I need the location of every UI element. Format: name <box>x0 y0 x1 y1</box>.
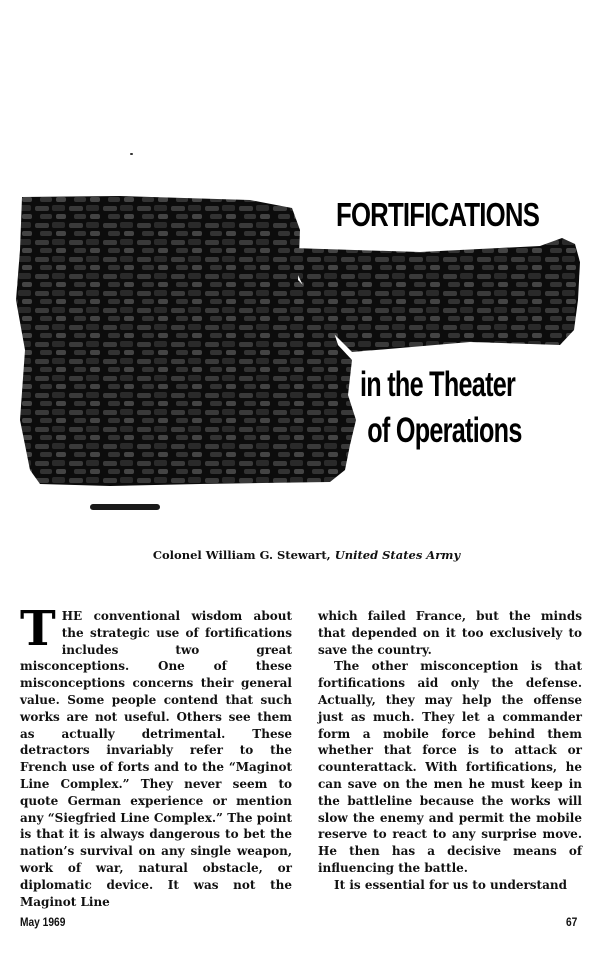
footer-issue-date: May 1969 <box>20 915 66 929</box>
paragraph: The other misconception is that fortifications aid only the defense. Actually, they may help the offense just as much. They let a commander form a mobile force behind them whether that force is to attack or counterattack. With fortifications, he can save on the men he must keep in the battleline because the works will slow the enemy and permit the mobile reserve to react to any surprise move. He then has a decisive means of influencing the battle. <box>318 659 582 875</box>
byline <box>0 548 613 562</box>
subtitle-line-2: of Operations <box>367 411 522 450</box>
wall-ground-shadow <box>90 504 160 510</box>
drop-cap: T <box>20 601 56 657</box>
body-column-right <box>318 608 582 894</box>
article-subtitle <box>360 362 522 454</box>
article-title: FORTIFICATIONS <box>336 196 540 233</box>
paragraph: It is essential for us to understand <box>334 877 567 892</box>
paragraph: HE conventional wisdom about the strategic use of fortifications includes two great misconceptions. One of these misconceptions concerns their general value. Some people contend that such works are not useful. Others see them as actually detrimental. These detractors invariably refer to the French use of forts and to the “Maginot Line Complex.” They never seem to quote German experience or mention any “Siegfried Line Complex.” The point is that it is always dangerous to bet the nation’s survival on any single weapon, work of war, natural obstacle, or diplomatic device. It was not the Maginot Line <box>20 609 292 909</box>
subtitle-line-1: in the Theater <box>360 365 516 404</box>
body-column-left <box>20 601 292 910</box>
wall-right-segment <box>292 238 580 352</box>
byline-affiliation: United States Army <box>334 548 461 562</box>
byline-name: Colonel William G. Stewart, <box>152 548 331 562</box>
wall-left-tower <box>16 196 356 486</box>
footer-page-number: 67 <box>566 915 578 929</box>
paragraph: which failed France, but the minds that depended on it too exclusively to save the country. <box>318 609 582 657</box>
